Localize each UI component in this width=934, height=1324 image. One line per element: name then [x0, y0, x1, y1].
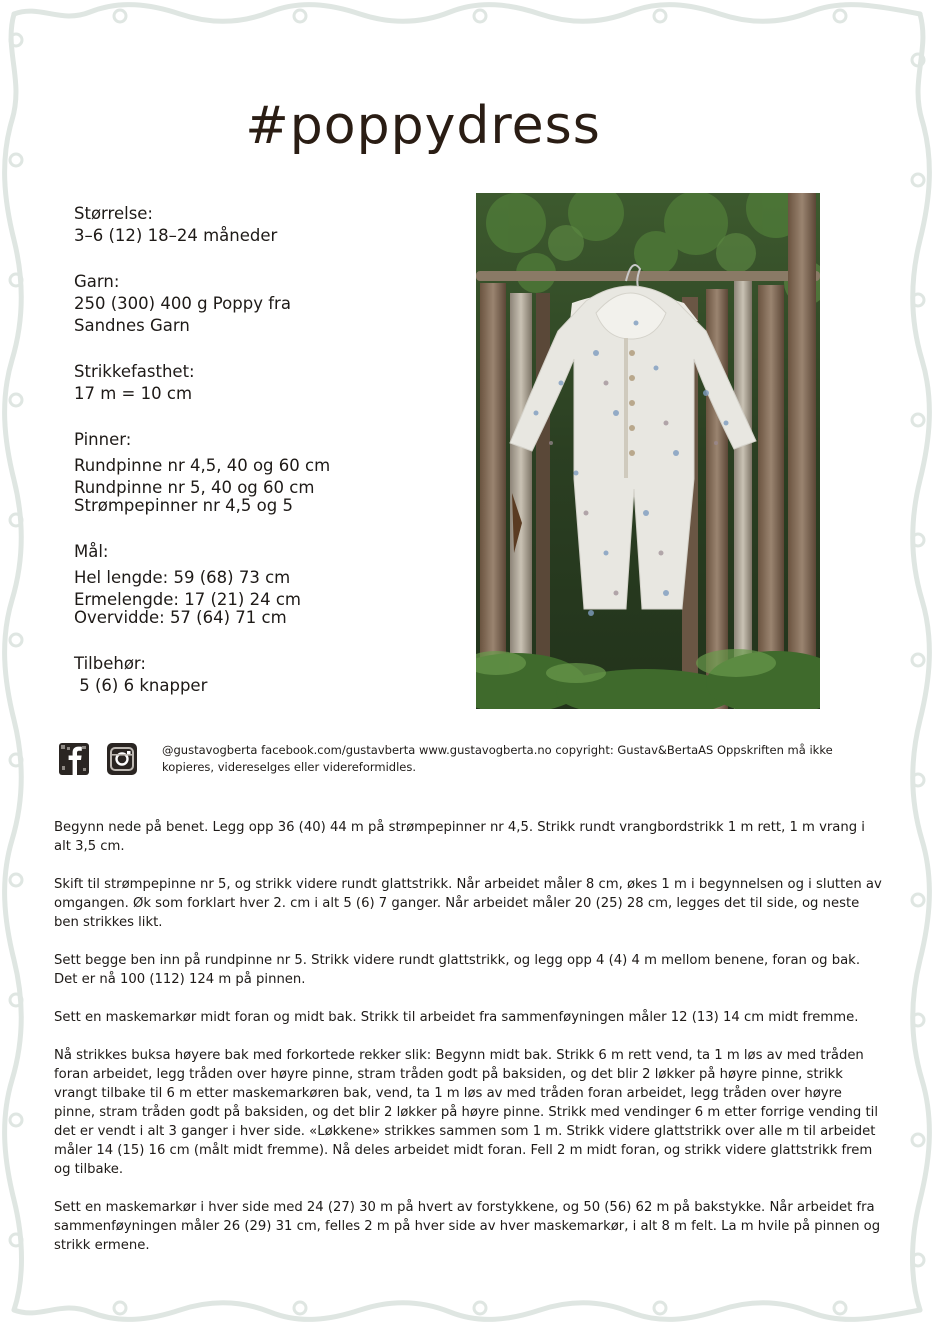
instruction-paragraph: Sett begge ben inn på rundpinne nr 5. Strikk videre rundt glattstrikk, og legg opp 4 (4) 4 m mellom benene, foran og bak. Det er nå 100 (112) 124 m på pinnen. — [54, 953, 861, 987]
spec-value: 5 (6) 6 knapper — [74, 676, 208, 695]
facebook-icon[interactable] — [58, 742, 90, 776]
spec-value: Overvidde: 57 (64) 71 cm — [74, 608, 287, 627]
page-title: #poppydress — [245, 96, 601, 156]
spec-value: 250 (300) 400 g Poppy fra — [74, 294, 291, 313]
spec-value: Sandnes Garn — [74, 316, 190, 335]
instruction-paragraph: Sett en maskemarkør midt foran og midt bak. Strikk til arbeidet fra sammenføyningen måler 12 (13) 14 cm midt fremme. — [54, 1010, 859, 1025]
spec-gauge — [74, 361, 454, 405]
spec-label: Tilbehør: — [74, 654, 146, 673]
spec-yarn — [74, 271, 454, 337]
instruction-paragraph: Skift til strømpepinne nr 5, og strikk videre rundt glattstrikk. Når arbeidet måler 8 cm, økes 1 m i begynnelsen og i slutten av omgangen. Øk som forklart hver 2. cm i alt 5 (6) 7 ganger. Når arbeidet måler 20 (25) 28 cm, legges det til side, og neste ben strikkes likt. — [54, 877, 882, 930]
spec-value: Rundpinne nr 4,5, 40 og 60 cm — [74, 456, 331, 475]
product-photo — [476, 193, 820, 709]
spec-label: Pinner: — [74, 430, 132, 449]
spec-value: Rundpinne nr 5, 40 og 60 cm — [74, 478, 315, 497]
spec-label: Strikkefasthet: — [74, 362, 195, 381]
instruction-paragraph: Sett en maskemarkør i hver side med 24 (27) 30 m på hvert av forstykkene, og 50 (56) 62 m på bakstykke. Når arbeidet fra sammenføyningen måler 26 (29) 31 cm, felles 2 m på hver side av hver maskemarkør, i alt 8 m felt. La m hvile på pinnen og strikk ermene. — [54, 1200, 881, 1253]
spec-value: 17 m = 10 cm — [74, 384, 193, 403]
spec-value: 3–6 (12) 18–24 måneder — [74, 226, 278, 245]
instagram-icon[interactable] — [106, 742, 138, 776]
spec-list — [74, 203, 454, 721]
instruction-paragraph: Nå strikkes buksa høyere bak med forkortede rekker slik: Begynn midt bak. Strikk 6 m rett vend, ta 1 m løs av med tråden foran arbeidet, legg tråden over høyre pinne, stram tråden godt på baksiden, og det blir 2 løkker på høyre pinne, strikk vrangt tilbake til 6 m etter maskemarkøren bak, vend, ta 1 m løs av med tråden foran arbeidet, legg tråden over høyre pinne, stram tråden godt på baksiden, og det blir 2 løkker på høyre pinne. Strikk med vendinger 6 m etter forrige vending til det er vendt i alt 3 ganger i hver side. «Løkkene» strikkes sammen som 1 m. Strikk videre glattstrikk over alle m til arbeidet måler 14 (15) 16 cm (målt midt fremme). Nå deles arbeidet midt foran. Fell 2 m midt foran, og strikk videre glattstrikk frem og tilbake. — [54, 1048, 878, 1177]
spec-label: Mål: — [74, 542, 109, 561]
knitted-jumpsuit-photo — [476, 193, 820, 709]
spec-value: Ermelengde: 17 (21) 24 cm — [74, 590, 301, 609]
spec-accessories — [74, 653, 454, 697]
instruction-paragraph: Begynn nede på benet. Legg opp 36 (40) 44 m på strømpepinner nr 4,5. Strikk rundt vrangbordstrikk 1 m rett, 1 m vrang i alt 3,5 cm. — [54, 820, 865, 854]
spec-label: Størrelse: — [74, 204, 153, 223]
spec-label: Garn: — [74, 272, 120, 291]
spec-value: Strømpepinner nr 4,5 og 5 — [74, 496, 293, 515]
spec-needles — [74, 429, 454, 517]
pattern-instructions — [54, 818, 884, 1274]
spec-value: Hel lengde: 59 (68) 73 cm — [74, 568, 291, 587]
spec-measurements — [74, 541, 454, 629]
copyright-note: @gustavogberta facebook.com/gustavberta www.gustavogberta.no copyright: Gustav&BertaAS Oppskriften må ikke kopieres, videreselges eller videreformidles. — [162, 743, 833, 774]
spec-size — [74, 203, 454, 247]
